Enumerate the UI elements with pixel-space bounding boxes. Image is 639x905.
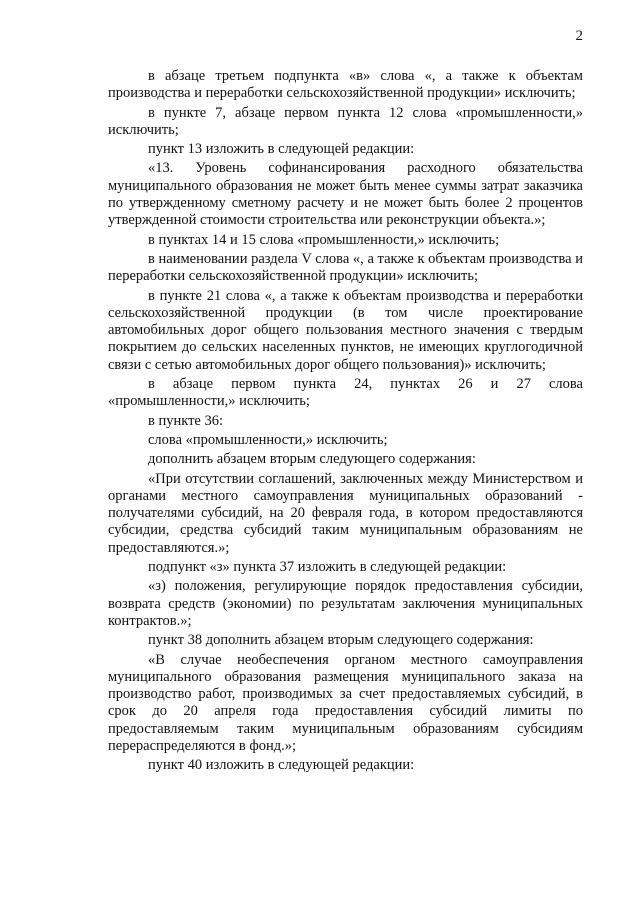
paragraph: пункт 40 изложить в следующей редакции: (148, 757, 415, 774)
document-body (108, 68, 583, 777)
paragraph: в абзаце третьем подпункта «в» слова «, а также к объектам производства и переработки сельскохозяйственной продукции» исключить; (108, 68, 583, 102)
page-number: 2 (575, 28, 583, 44)
paragraph: слова «промышленности,» исключить; (148, 431, 388, 448)
paragraph: «13. Уровень софинансирования расходного обязательства муниципального образования не может быть менее суммы затрат заказчика по утвержденному сметному расчету и не может быть более 2 процентов утвержденной стоимости строительства или реконструкции объекта.»; (108, 160, 583, 229)
paragraph: в наименовании раздела V слова «, а также к объектам производства и переработки сельскохозяйственной продукции» исключить; (108, 250, 583, 285)
paragraph: дополнить абзацем вторым следующего содержания: (148, 451, 476, 468)
paragraph: в пункте 21 слова «, а также к объектам производства и переработки сельскохозяйственной продукции (в том числе проектирование автомобильных дорог общего пользования местного значения с твердым покрытием до сельских населенных пунктов, не имеющих круглогодичной связи с сетью автомобильных дорог общего пользования)» исключить; (108, 287, 583, 373)
paragraph: в пункте 7, абзаце первом пункта 12 слова «промышленности,» исключить; (108, 104, 583, 138)
paragraph: «В случае необеспечения органом местного самоуправления муниципального образования размещения муниципального заказа на производство работ, производимых за счет предоставляемых субсидий, в срок до 20 апреля года предоставления субсидий лимиты по предоставляемым таким муниципальным образованиям субсидиям перераспределяются в фонд.»; (108, 651, 583, 754)
paragraph: в абзаце первом пункта 24, пунктах 26 и 27 слова «промышленности,» исключить; (108, 376, 583, 410)
paragraph: «При отсутствии соглашений, заключенных между Министерством и органами местного самоуправления муниципальных образований - получателями субсидий, на 20 февраля года, в котором предоставляются субсидии, средства субсидий таким муниципальным образованиям не предоставляются.»; (108, 470, 583, 556)
paragraph: в пункте 36: (148, 412, 224, 429)
paragraph: «з) положения, регулирующие порядок предоставления субсидии, возврата средств (экономии) по результатам заключения муниципальных контрактов.»; (108, 578, 583, 629)
paragraph: подпункт «з» пункта 37 изложить в следующей редакции: (148, 559, 507, 576)
paragraph: пункт 13 изложить в следующей редакции: (148, 141, 415, 158)
paragraph: в пунктах 14 и 15 слова «промышленности,» исключить; (148, 231, 500, 248)
paragraph: пункт 38 дополнить абзацем вторым следующего содержания: (148, 632, 534, 649)
